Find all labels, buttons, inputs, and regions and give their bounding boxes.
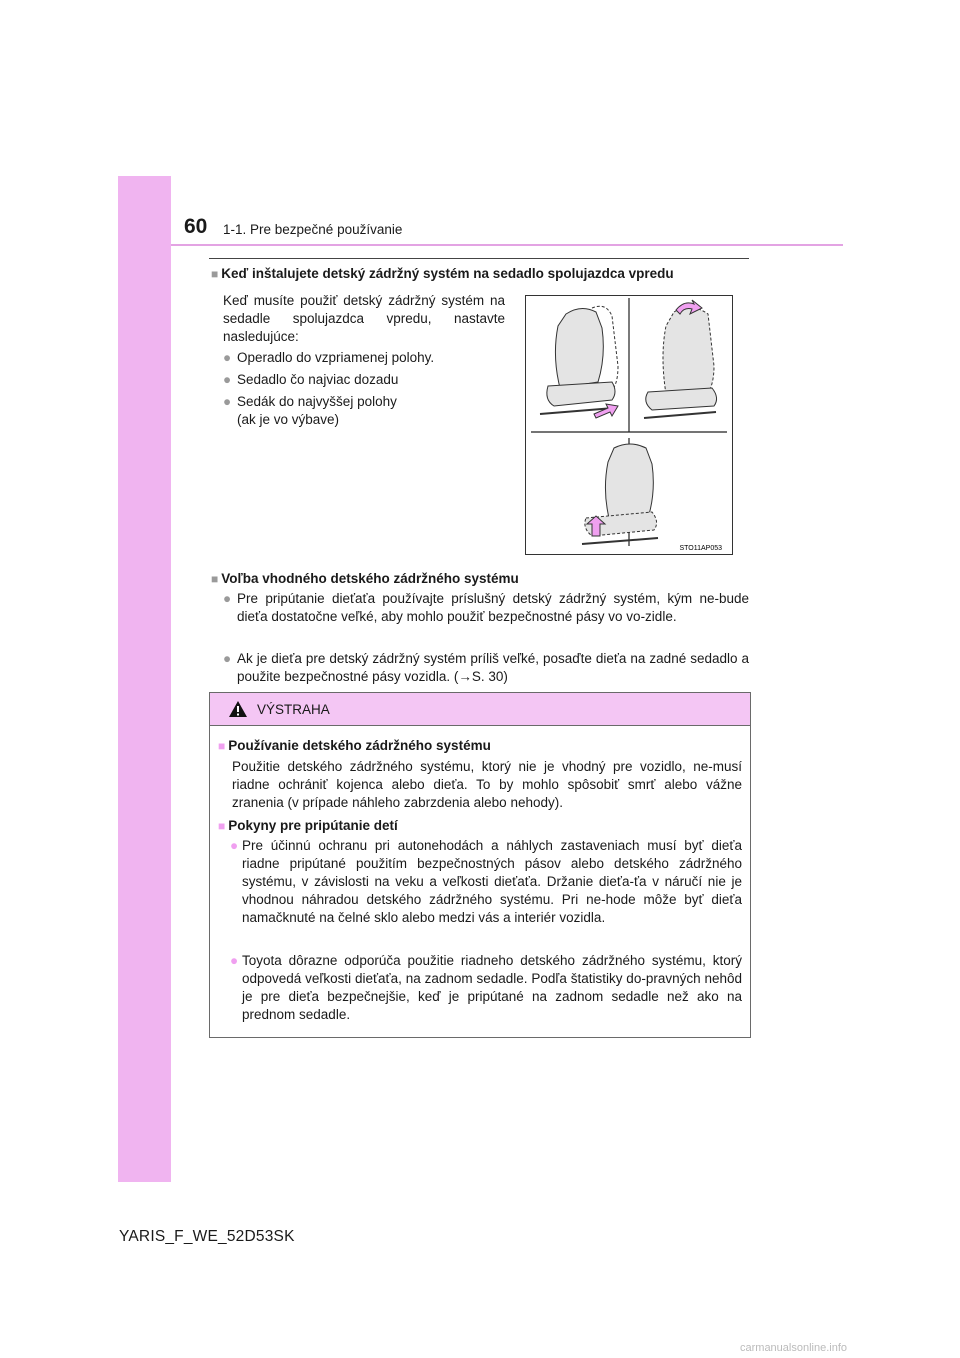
bullet-dot-icon: ● [230,953,239,968]
seat-cushion-height [582,444,658,544]
list-item: ● Pre účinnú ochranu pri autonehodách a náhlych zastaveniach musí byť dieťa riadne pripútané použitím bezpečnostných pásov alebo detského zádržného systému, v závislosti na veku a veľkosti dieťaťa. Držanie dieťa-ťa v náručí nie je vhodnou náhradou detského zádržného systému. Pri ne-hode môže byť dieťa namačknuté na čelné sklo alebo medzi vás a interiér vozidla. [230,838,742,925]
bullet-dot-icon: ● [223,394,232,409]
section-divider [209,258,749,259]
warning-subheading: ■ Pokyny pre pripútanie detí [218,818,398,833]
square-bullet-icon: ■ [218,819,226,833]
list-item: ● Operadlo do vzpriamenej polohy. [223,350,435,365]
bullet-dot-icon: ● [223,350,232,365]
bullet-dot-icon: ● [223,591,232,606]
section1-list [223,349,523,429]
seat-illustration [526,296,732,554]
bullet-dot-icon: ● [223,651,232,666]
square-bullet-icon: ■ [218,739,226,753]
section-heading: 1-1. Pre bezpečné používanie [223,222,403,237]
seat-backrest-upright [540,306,618,418]
watermark: carmanualsonline.info [740,1342,848,1354]
list-item: ● Ak je dieťa pre detský zádržný systém príliš veľké, posaďte dieťa na zadné sedadlo a použite bezpečnostné pásy vozidla. (→S. 30) [223,651,749,684]
warning-header [210,693,750,726]
seat-adjustment-figure [525,295,733,555]
seat-backrest-angle [644,300,717,418]
bullet-dot-icon: ● [223,372,232,387]
bullet-dot-icon: ● [230,838,239,853]
chapter-sidebar-tab [118,176,171,1182]
section1-heading [211,266,674,281]
warning-text: Použitie detského zádržného systému, ktorý nie je vhodný pre vozidlo, ne-musí riadne ochrániť kojenca alebo dieťa. To by mohlo spôsobiť smrť alebo vážne zranenia (v prípade náhleho zabrzdenia alebo nehody). [232,759,742,810]
section2-title: Voľba vhodného detského zádržného systému [221,571,519,586]
list-item: ● Toyota dôrazne odporúča použitie riadneho detského zádržného systému, ktorý odpovedá veľkosti dieťaťa, na zadnom sedadle. Podľa štatistiky do-pravných nehôd je pre dieťa bezpečnejšie, keď je pripútané na zadnom sedadle než ako na prednom sedadle. [230,953,742,1022]
list-item: ● Sedák do najvyššej polohy (ak je vo výbave) [223,394,397,427]
list-item: ● Pre pripútanie dieťaťa používajte príslušný detský zádržný systém, kým ne-bude dieťa dostatočne veľké, aby mohlo použiť bezpečnostné pásy vo vo-zidle. [223,591,749,624]
document-code: YARIS_F_WE_52D53SK [119,1228,295,1245]
warning-subheading: ■ Používanie detského zádržného systému [218,738,491,753]
section2-heading [211,571,519,586]
page-number: 60 [184,215,208,238]
list-item: ● Sedadlo čo najviac dozadu [223,372,399,387]
warning-box [209,692,751,1038]
section1-title: Keď inštalujete detský zádržný systém na sedadlo spolujazdca vpredu [221,266,674,281]
square-bullet-icon: ■ [211,572,219,586]
section1-intro: Keď musíte použiť detský zádržný systém na sedadle spolujazdca vpredu, nastavte nasledujúce: [223,293,505,344]
warning-title: VÝSTRAHA [257,702,330,717]
warning-triangle-icon [228,700,248,718]
figure-code: STO11AP053 [679,545,722,552]
header-divider [171,244,843,246]
square-bullet-icon: ■ [211,267,219,281]
